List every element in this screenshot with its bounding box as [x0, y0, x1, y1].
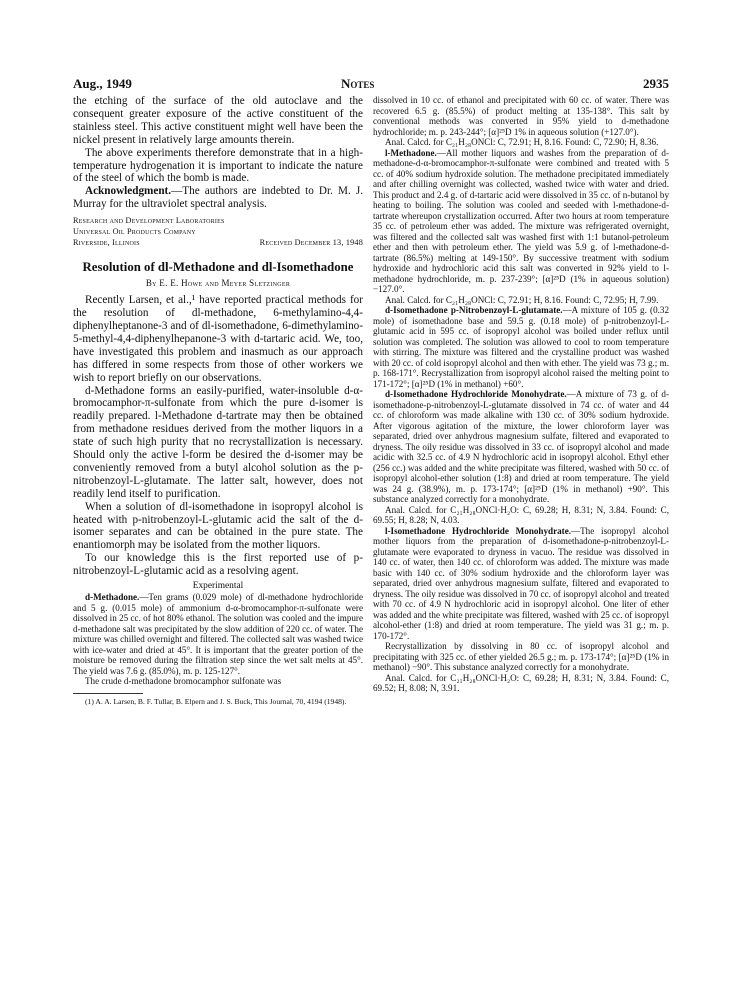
affiliation-block: [73, 215, 363, 248]
procedure-paragraph: The crude d-methadone bromocamphor sulfonate was: [85, 676, 282, 687]
procedure-label: l-Isomethadone Hydrochloride Monohydrate.: [385, 525, 571, 536]
procedure-paragraph: [373, 148, 669, 295]
procedure-text: —The isopropyl alcohol mother liquors from the preparation of d-isomethadone-p-nitrobenzoyl-L-glutamate were evaporated to dryness in vacuo. The residue was dissolved in 140 cc. of water, then 140 cc. of chloroform was added. The mixture was made basic with 140 cc. of 30% sodium hydroxide and the chloroform layer was separated, dried over anhydrous magnesium sulfate, filtered and evaporated to dryness. The oily residue was dissolved in 70 cc. of isopropyl alcohol and treated with 70 cc. of 4.9 N hydrochloric acid in isopropyl alcohol. One liter of ether was added and the white precipitate was filtered, washed with 25 cc. of isopropyl alcohol-ether (1:8) and dried at room temperature. The yield was 31 g.; m. p. 170-172°.: [373, 525, 669, 641]
left-column: [73, 95, 363, 706]
article-authors: By E. E. Howe and Meyer Sletzinger: [145, 278, 291, 289]
acknowledgment-label: Acknowledgment.: [85, 185, 172, 198]
issue-date: Aug., 1949: [73, 76, 132, 91]
footnote-rule: [73, 693, 143, 694]
page-number: 2935: [643, 76, 669, 91]
affiliation-line: [73, 237, 363, 248]
footnote: (1) A. A. Larsen, B. F. Tullar, B. Elpern and J. S. Buck, This Journal, 70, 4194 (1948).: [85, 696, 347, 706]
affiliation-line: Research and Development Laboratories: [73, 216, 225, 226]
procedure-paragraph: [73, 592, 363, 676]
right-column: [373, 95, 669, 694]
experimental-heading: Experimental: [192, 581, 244, 592]
procedure-paragraph: Recrystallization by dissolving in 80 cc. of isopropyl alcohol and precipitating with 325 cc. of ether yielded 26.5 g.; m. p. 173-174°; [α]²⁵D (1% in methanol) −90°. This substance analyzed correctly for a monohydrate.: [373, 641, 669, 672]
article-title: Resolution of dl-Methadone and dl-Isomethadone: [82, 260, 354, 275]
analysis-line: Anal. Calcd. for C₂₁H₂₈ONCl·H₂O: C, 69.28; H, 8.31; N, 3.84. Found: C, 69.55; H, 8.28; N, 4.03.: [373, 504, 669, 525]
procedure-paragraph: [373, 389, 669, 505]
procedure-text: —A mixture of 73 g. of d-isomethadone-p-nitrobenzoyl-L-glutamate dissolved in 74 cc. of water and 44 cc. of chloroform was made alkaline with 130 cc. of 30% sodium hydroxide. After vigorous agitation of the mixture, the lower chloroform layer was separated, dried over anhydrous magnesium sulfate, filtered and evaporated to dryness. The oily residue was dissolved in 33 cc. of isopropyl alcohol and made acidic with 32.5 cc. of 4.9 N hydrochloric acid in isopropyl alcohol. Ethyl ether (256 cc.) was added and the white precipitate was filtered, washed with 50 cc. of isopropyl alcohol-ether solution (1:8) and dried at room temperature. The yield was 24 g. (38.9%), m. p. 173-174°; [α]²⁵D (1% in methanol) +90°. This substance analyzed correctly for a monohydrate.: [373, 389, 670, 504]
procedure-text: —All mother liquors and washes from the preparation of d-methadone-d-α-bromocamphor-π-sulfonate were combined and treated with 5 cc. of 40% sodium hydroxide solution. The methadone precipitated immediately and after chilling overnight was collected, washed twice with water and dried. This product and 2.4 g. of d-tartaric acid were dissolved in 35 cc. of n-butanol by heating to boiling. The solution was cooled and seeded with l-methadone-d-tartrate whereupon crystallization occurred. After two hours at room temperature 35 cc. of petroleum ether was added. The mixture was refrigerated overnight, was filtered and the collected salt was washed first with 1:1 butanol-petroleum ether and then with petroleum ether. The yield was 5.9 g. of l-methadone-d-tartrate (86.5%) melting at 149-150°. By successive treatment with sodium hydroxide and hydrochloric acid this salt was converted in 92% yield to l-methadone hydrochloride, m. p. 237-239°; [α]²⁵D (1% in aqueous solution) −127.0°.: [373, 147, 669, 294]
procedure-paragraph: [373, 526, 669, 642]
paragraph-conclusion: The above experiments therefore demonstrate that in a high-temperature hydrogenation it is important to indicate the nature of the steel of which the bomb is made.: [73, 146, 363, 185]
intro-paragraph: To our knowledge this is the first reported use of p-nitrobenzoyl-L-glutamic acid as a resolving agent.: [73, 552, 363, 578]
analysis-line: Anal. Calcd. for C₂₁H₂₈ONCl: C, 72.91; H, 8.16. Found: C, 72.90; H, 8.36.: [385, 137, 659, 147]
acknowledgment: [73, 185, 363, 211]
intro-paragraph: When a solution of dl-isomethadone in isopropyl alcohol is heated with p-nitrobenzoyl-L-glutamic acid the salt of the d-isomer separates and can be obtained in the pure state. The enantiomorph may be isolated from the mother liquors.: [73, 500, 363, 552]
intro-paragraph: d-Methadone forms an easily-purified, water-insoluble d-α-bromocamphor-π-sulfonate from which the pure d-isomer is readily prepared. l-Methadone d-tartrate may then be obtained from methadone residues derived from the mother liquors in a state of such high purity that no recrystallization is necessary. Should only the active l-form be desired the d-isomer may be conveniently removed from a butyl alcohol solution as the p-nitrobenzoyl-L-glutamate. The latter salt, however, does not readily lend itself to purification.: [73, 384, 363, 500]
affiliation-place: Riverside, Illinois: [73, 238, 140, 248]
running-header: [73, 76, 669, 94]
section-name: Notes: [341, 76, 375, 91]
procedure-text: —Ten grams (0.029 mole) of dl-methadone hydrochloride and 5 g. (0.015 mole) of ammonium d-α-bromocamphor-π-sulfonate were dissolved in 25 cc. of hot 80% ethanol. The solution was cooled and the impure d-methadone salt was precipitated by the slow addition of 220 cc. of water. The mixture was chilled overnight and filtered. The collected salt was washed twice with ice-water and dried at 45°. It is important that the greater portion of the moisture be removed during the filtration step since the wet salt melts at 45°. The yield was 7.6 g. (85.0%), m. p. 125-127°.: [73, 592, 363, 676]
procedure-paragraph: dissolved in 10 cc. of ethanol and precipitated with 60 cc. of water. There was recovered 6.5 g. (85.5%) of product melting at 135-138°. This salt by conventional methods was converted in 95% yield to d-methadone hydrochloride; m. p. 243-244°; [α]²⁵D 1% in aqueous solution (+127.0°).: [373, 95, 669, 137]
procedure-label: d-Isomethadone Hydrochloride Monohydrate.: [385, 389, 567, 399]
received-date: Received December 13, 1948: [259, 238, 363, 248]
analysis-line: Anal. Calcd. for C₂₁H₂₈ONCl: C, 72.91; H, 8.16. Found: C, 72.95; H, 7.99.: [385, 294, 659, 305]
procedure-paragraph: [373, 305, 669, 389]
analysis-line: Anal. Calcd. for C₂₁H₂₈ONCl·H₂O: C, 69.28; H, 8.31; N, 3.84. Found: C, 69.52; H, 8.08; N, 3.91.: [373, 672, 669, 693]
affiliation-line: Universal Oil Products Company: [73, 227, 196, 237]
procedure-label: d-Isomethadone p-Nitrobenzoyl-L-glutamate.: [385, 305, 563, 315]
procedure-text: —A mixture of 105 g. (0.32 mole) of isomethadone base and 59.5 g. (0.18 mole) of p-nitrobenzoyl-L-glutamic acid in 595 cc. of isopropyl alcohol was boiled under reflux until solution was completed. The solution was allowed to cool to room temperature with stirring. The mixture was filtered and the crystalline product was washed with 20 cc. of cold isopropyl alcohol and then with ether. The yield was 73 g.; m. p. 168-171°. Recrystallization from isopropyl alcohol raised the melting point to 171-172°; [α]²⁵D (1% in methanol) +60°.: [373, 305, 669, 389]
paragraph-continuation: the etching of the surface of the old autoclave and the consequent greater exposure of the active constituent of the stainless steel. This active constituent might well have been the nickel present in relatively large amounts therein.: [73, 95, 363, 146]
intro-paragraph: Recently Larsen, et al.,¹ have reported practical methods for the resolution of dl-methadone, 6-methylamino-4,4-diphenylheptanone-3 and of dl-isomethadone, 6-dimethylamino-5-methyl-4,4-diphenylhepanone-3 with d-tartaric acid. We, too, have investigated this problem and inasmuch as our approach has differed in some respects from those of other workers we wish to report briefly on our observations.: [73, 294, 363, 384]
procedure-label: d-Methadone.: [85, 592, 140, 603]
procedure-label: l-Methadone.: [385, 147, 437, 158]
acknowledgment-text: —The authors are indebted to Dr. M. J. Murray for the ultraviolet spectral analysis.: [73, 185, 363, 211]
